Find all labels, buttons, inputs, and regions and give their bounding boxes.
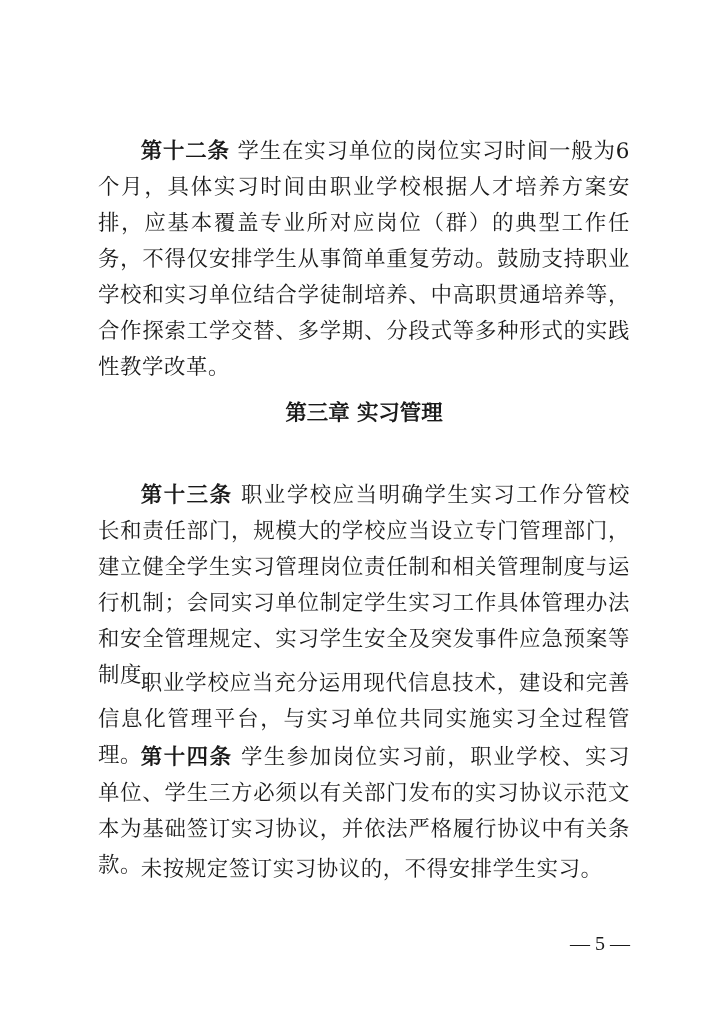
page-number: — 5 — <box>570 933 630 955</box>
article-14-label: 第十四条 <box>140 745 233 770</box>
chapter-heading: 第三章 实习管理 <box>285 401 443 426</box>
article-14-text: 学生参加岗位实习前，职业学校、实习单位、学生三方必须以有关部门发布的实习协议示范文本为基础签订实习协议，并依法严格履行协议中有关条款。 <box>98 745 631 878</box>
article-13-paragraph <box>98 478 630 694</box>
article-13-text: 职业学校应当明确学生实习工作分管校长和责任部门，规模大的学校应当设立专门管理部门，建立健全学生实习管理岗位责任制和相关管理制度与运行机制；会同实习单位制定学生实习工作具体管理办法和安全管理规定、实习学生安全及突发事件应急预案等制度。 <box>98 483 631 688</box>
no-agreement-paragraph: 未按规定签订实习协议的，不得安排学生实习。 <box>140 857 603 882</box>
article-12-label: 第十二条 <box>140 139 230 164</box>
article-13-label: 第十三条 <box>140 483 233 508</box>
info-platform-paragraph: 职业学校应当充分运用现代信息技术，建设和完善信息化管理平台，与实习单位共同实施实习全过程管理。 <box>98 671 630 768</box>
article-12-text: 学生在实习单位的岗位实习时间一般为6个月，具体实习时间由职业学校根据人才培养方案安排，应基本覆盖专业所对应岗位（群）的典型工作任务，不得仅安排学生从事简单重复劳动。鼓励支持职业学校和实习单位结合学徒制培养、中高职贯通培养等，合作探索工学交替、多学期、分段式等多种形式的实践性教学改革。 <box>98 139 630 380</box>
article-12-paragraph <box>98 134 630 386</box>
